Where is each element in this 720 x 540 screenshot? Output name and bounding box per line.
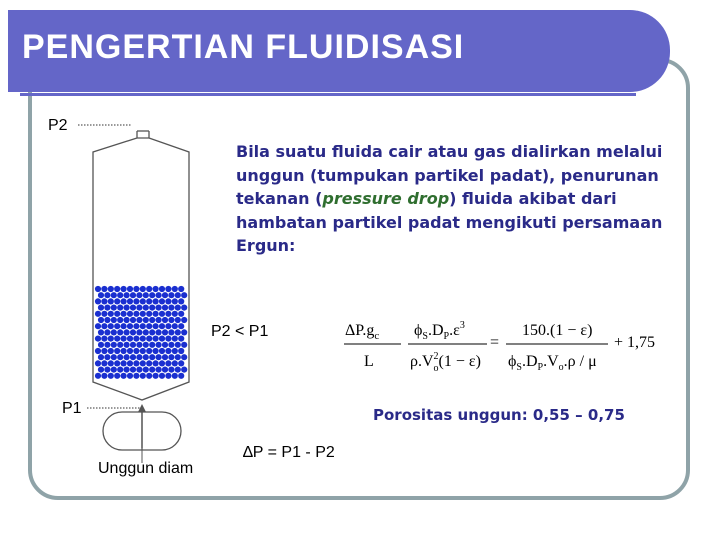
particle — [140, 336, 146, 342]
particle — [168, 342, 174, 348]
particle — [162, 329, 168, 335]
particle — [101, 373, 107, 379]
particle — [121, 298, 127, 304]
particle — [140, 286, 146, 292]
particle — [156, 354, 162, 360]
particle — [156, 317, 162, 323]
particle — [98, 329, 104, 335]
delta-p-label: ∆P = P1 - P2 — [243, 444, 335, 461]
particle — [124, 329, 130, 335]
svg-text:ϕS.DP.ε3: $\phi_S.D_P.\varepsilon^3$ — [414, 320, 465, 342]
particle — [127, 323, 133, 329]
p2-label: P2 — [48, 117, 68, 134]
particle — [101, 360, 107, 366]
svg-text:150.(1 − ε): 150.(1 − ε) — [522, 322, 593, 339]
particle — [178, 336, 184, 342]
particle — [165, 336, 171, 342]
particle — [149, 292, 155, 298]
particle — [181, 367, 187, 373]
particle — [95, 311, 101, 317]
svg-text:ΔP.gc: $\Delta P.g_c$ — [345, 322, 380, 342]
particle — [162, 354, 168, 360]
particle — [153, 323, 159, 329]
particle — [172, 336, 178, 342]
particle — [98, 317, 104, 323]
particle — [159, 311, 165, 317]
particle — [133, 298, 139, 304]
particle — [136, 367, 142, 373]
particle — [121, 336, 127, 342]
particle — [153, 286, 159, 292]
particle — [108, 360, 114, 366]
particle — [140, 360, 146, 366]
particle — [146, 348, 152, 354]
particle — [104, 342, 110, 348]
svg-text:ϕS.DP.Vo.ρ / μ: $\phi_S.D_P.V_o.\rho$ / μ — [508, 353, 597, 373]
particle — [108, 323, 114, 329]
particle — [117, 367, 123, 373]
particle — [114, 373, 120, 379]
particle — [181, 342, 187, 348]
particle — [136, 354, 142, 360]
particle — [175, 317, 181, 323]
porosity-note: Porositas unggun: 0,55 – 0,75 — [373, 406, 625, 424]
particle — [165, 286, 171, 292]
particle — [104, 292, 110, 298]
particle — [181, 317, 187, 323]
particle — [165, 311, 171, 317]
particle — [114, 286, 120, 292]
particle — [114, 298, 120, 304]
particle — [124, 342, 130, 348]
particle — [146, 286, 152, 292]
particle — [101, 336, 107, 342]
particle — [95, 286, 101, 292]
particle — [127, 336, 133, 342]
particle — [127, 360, 133, 366]
svg-text:+ 1,75: + 1,75 — [614, 334, 656, 351]
particle — [130, 317, 136, 323]
particle — [168, 317, 174, 323]
particle — [156, 292, 162, 298]
particle — [172, 360, 178, 366]
p1-label: P1 — [62, 400, 82, 417]
particle — [117, 317, 123, 323]
particle — [130, 367, 136, 373]
particle — [121, 348, 127, 354]
particle — [95, 323, 101, 329]
particle — [168, 305, 174, 311]
particle — [121, 311, 127, 317]
particle — [172, 286, 178, 292]
particle — [104, 354, 110, 360]
particle — [153, 348, 159, 354]
particle — [140, 348, 146, 354]
particle — [143, 342, 149, 348]
particle — [108, 348, 114, 354]
particle — [146, 373, 152, 379]
particle — [165, 373, 171, 379]
particle — [162, 305, 168, 311]
particle — [159, 336, 165, 342]
particle — [172, 348, 178, 354]
particle — [98, 292, 104, 298]
particle — [146, 323, 152, 329]
particle-bed — [95, 286, 187, 379]
particle — [143, 367, 149, 373]
particle — [114, 311, 120, 317]
particle — [101, 298, 107, 304]
particle — [181, 354, 187, 360]
particle — [95, 360, 101, 366]
ergun-equation — [344, 320, 655, 374]
particle — [153, 336, 159, 342]
particle — [175, 305, 181, 311]
particle — [104, 305, 110, 311]
particle — [130, 292, 136, 298]
particle — [111, 367, 117, 373]
particle — [101, 311, 107, 317]
particle — [121, 323, 127, 329]
particle — [136, 317, 142, 323]
particle — [143, 292, 149, 298]
particle — [124, 292, 130, 298]
pressure-relation: P2 < P1 — [211, 323, 269, 340]
particle — [121, 360, 127, 366]
particle — [114, 336, 120, 342]
particle — [111, 317, 117, 323]
particle — [172, 311, 178, 317]
particle — [181, 305, 187, 311]
particle — [98, 354, 104, 360]
particle — [117, 329, 123, 335]
particle — [178, 286, 184, 292]
svg-text:L: L — [364, 353, 374, 370]
particle — [136, 342, 142, 348]
particle — [124, 354, 130, 360]
particle — [143, 317, 149, 323]
particle — [149, 305, 155, 311]
particle — [159, 373, 165, 379]
particle — [108, 286, 114, 292]
particle — [121, 286, 127, 292]
particle — [146, 311, 152, 317]
particle — [159, 298, 165, 304]
particle — [143, 354, 149, 360]
particle — [178, 373, 184, 379]
particle — [114, 323, 120, 329]
particle — [133, 311, 139, 317]
particle — [136, 329, 142, 335]
particle — [111, 292, 117, 298]
particle — [149, 317, 155, 323]
particle — [133, 360, 139, 366]
particle — [108, 336, 114, 342]
particle — [133, 323, 139, 329]
particle — [117, 305, 123, 311]
particle — [117, 342, 123, 348]
particle — [175, 292, 181, 298]
particle — [108, 298, 114, 304]
particle — [111, 354, 117, 360]
particle — [95, 373, 101, 379]
description-text: Bila suatu fluida cair atau gas dialirkan melalui unggun (tumpukan partikel padat), penurunan tekanan (pressure drop) fluida akibat dari hambatan partikel padat mengikuti persamaan Ergun: — [236, 142, 663, 255]
particle — [124, 317, 130, 323]
particle — [127, 373, 133, 379]
particle — [121, 373, 127, 379]
particle — [181, 329, 187, 335]
particle — [124, 367, 130, 373]
particle — [130, 354, 136, 360]
particle — [133, 286, 139, 292]
particle — [117, 292, 123, 298]
particle — [111, 305, 117, 311]
particle — [165, 360, 171, 366]
particle — [111, 342, 117, 348]
particle — [168, 292, 174, 298]
particle — [111, 329, 117, 335]
particle — [98, 342, 104, 348]
particle — [159, 360, 165, 366]
particle — [162, 317, 168, 323]
particle — [104, 317, 110, 323]
particle — [159, 348, 165, 354]
particle — [175, 367, 181, 373]
particle — [140, 298, 146, 304]
particle — [149, 367, 155, 373]
particle — [159, 286, 165, 292]
particle — [172, 373, 178, 379]
particle — [149, 342, 155, 348]
particle — [108, 311, 114, 317]
particle — [146, 336, 152, 342]
particle — [104, 367, 110, 373]
slide-title: PENGERTIAN FLUIDISASI — [22, 28, 465, 66]
particle — [101, 286, 107, 292]
particle — [133, 373, 139, 379]
particle — [143, 329, 149, 335]
particle — [117, 354, 123, 360]
particle — [156, 342, 162, 348]
particle — [127, 298, 133, 304]
particle — [175, 354, 181, 360]
particle — [127, 348, 133, 354]
particle — [130, 305, 136, 311]
particle — [153, 360, 159, 366]
particle — [114, 360, 120, 366]
particle — [127, 286, 133, 292]
particle — [156, 329, 162, 335]
particle — [149, 329, 155, 335]
particle — [162, 342, 168, 348]
particle — [101, 323, 107, 329]
particle — [130, 329, 136, 335]
particle — [178, 348, 184, 354]
particle — [95, 298, 101, 304]
particle — [104, 329, 110, 335]
particle — [101, 348, 107, 354]
particle — [95, 336, 101, 342]
particle — [168, 354, 174, 360]
particle — [156, 367, 162, 373]
svg-text:ρ.V2o(1 − ε): $\rho.V^2$ o(1 − ε) — [410, 351, 481, 374]
particle — [127, 311, 133, 317]
particle — [172, 298, 178, 304]
particle — [178, 360, 184, 366]
particle — [133, 348, 139, 354]
particle — [124, 305, 130, 311]
particle — [165, 323, 171, 329]
bed-label: Unggun diam — [98, 460, 194, 477]
particle — [146, 360, 152, 366]
particle — [165, 348, 171, 354]
particle — [162, 367, 168, 373]
particle — [162, 292, 168, 298]
particle — [156, 305, 162, 311]
particle — [149, 354, 155, 360]
particle — [146, 298, 152, 304]
particle — [130, 342, 136, 348]
particle — [143, 305, 149, 311]
particle — [136, 305, 142, 311]
particle — [178, 323, 184, 329]
particle — [133, 336, 139, 342]
particle — [175, 329, 181, 335]
particle — [140, 311, 146, 317]
svg-text:=: = — [490, 334, 500, 351]
particle — [165, 298, 171, 304]
particle — [172, 323, 178, 329]
particle — [181, 292, 187, 298]
particle — [159, 323, 165, 329]
particle — [108, 373, 114, 379]
particle — [98, 367, 104, 373]
particle — [168, 367, 174, 373]
particle — [153, 298, 159, 304]
particle — [178, 298, 184, 304]
particle — [175, 342, 181, 348]
particle — [98, 305, 104, 311]
particle — [153, 373, 159, 379]
particle — [153, 311, 159, 317]
particle — [168, 329, 174, 335]
particle — [178, 311, 184, 317]
particle — [140, 323, 146, 329]
particle — [140, 373, 146, 379]
particle — [95, 348, 101, 354]
particle — [114, 348, 120, 354]
particle — [136, 292, 142, 298]
